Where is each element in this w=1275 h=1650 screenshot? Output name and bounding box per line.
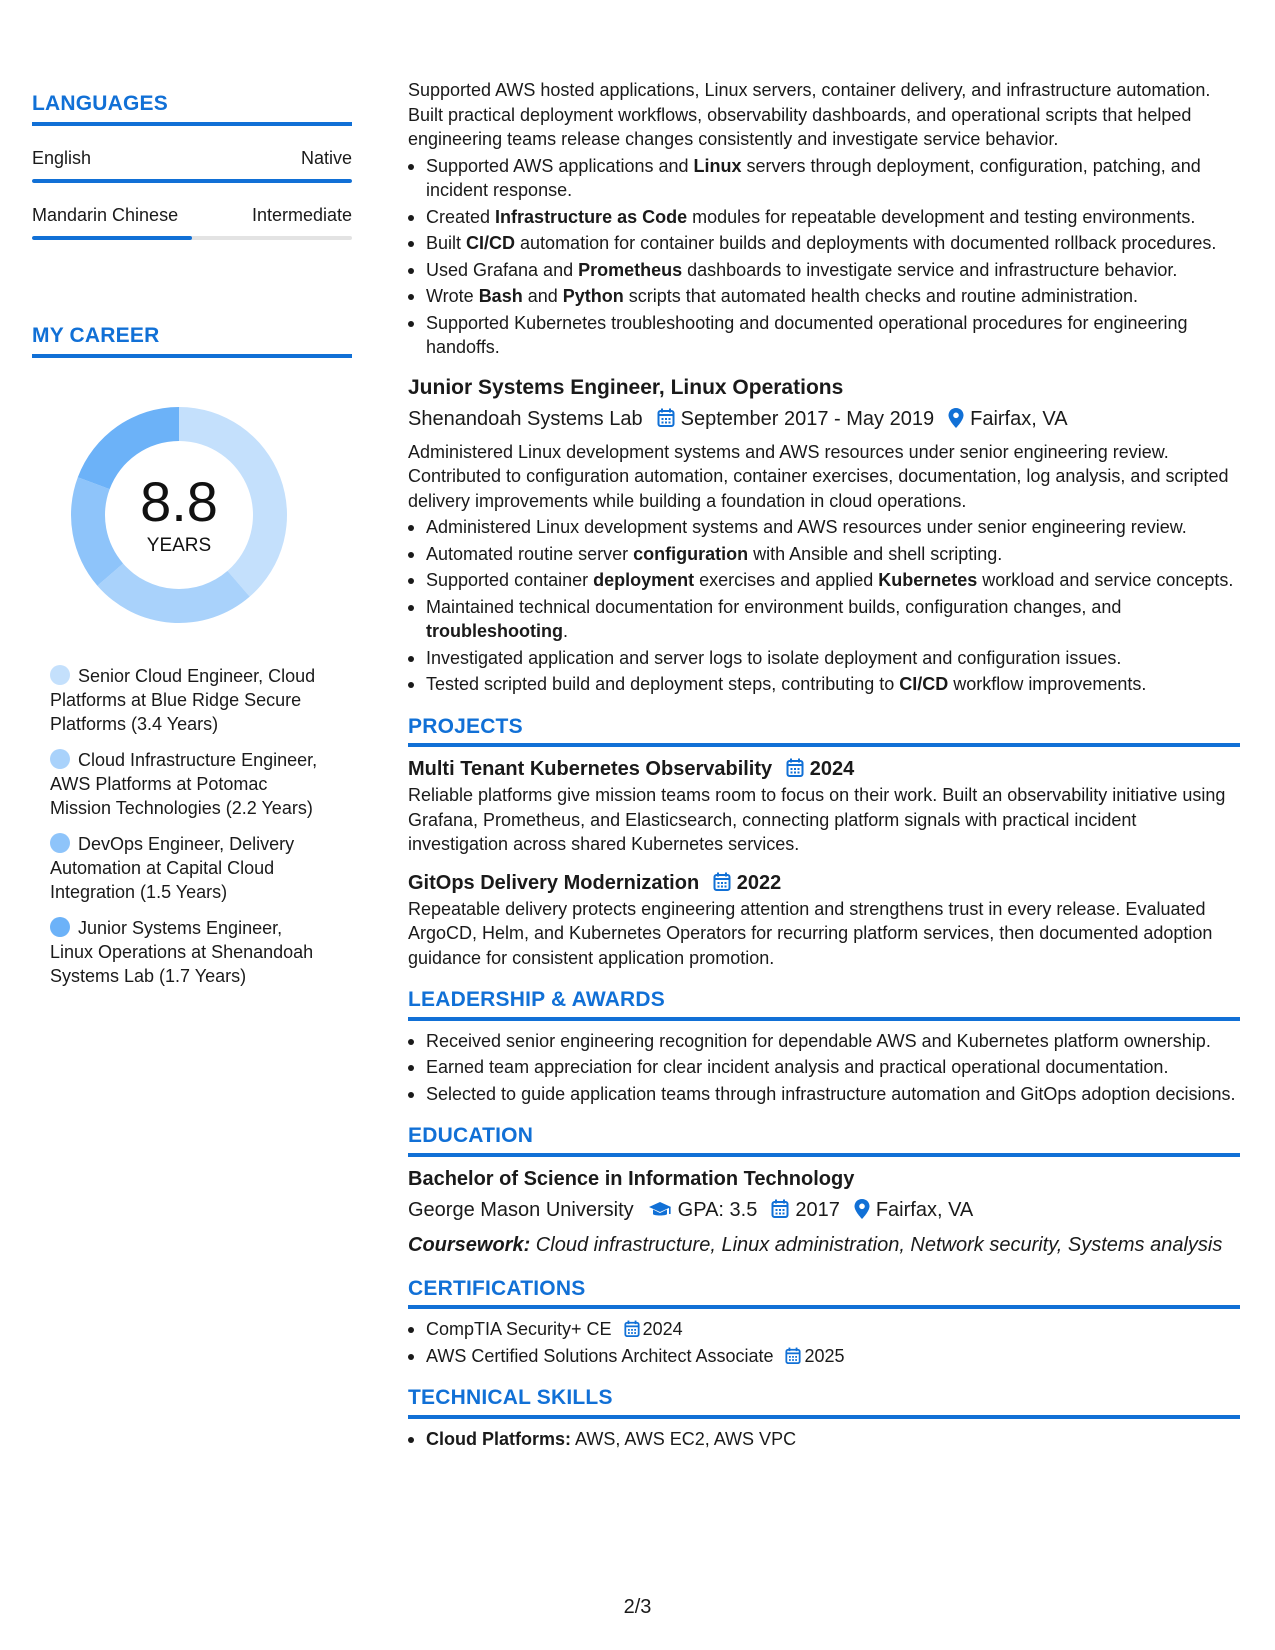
bullet-text: servers through deployment, configuration, patching, and incident response. <box>426 155 1201 200</box>
job1-bullets <box>408 154 1240 360</box>
calendar-icon <box>771 1199 789 1219</box>
legend-label: Cloud Infrastructure Engineer, AWS Platforms at Potomac Mission Technologies (2.2 Years) <box>50 750 318 818</box>
calendar-icon <box>657 408 675 428</box>
location-pin-icon <box>854 1199 870 1219</box>
certification-year: 2025 <box>804 1345 845 1366</box>
leadership-item: Selected to guide application teams through infrastructure automation and GitOps adoption decisions. <box>408 1082 1240 1107</box>
bullet-text: Supported container <box>426 570 594 590</box>
skills-list <box>408 1427 1240 1452</box>
page-number: 2/3 <box>623 1596 652 1618</box>
project-item <box>408 755 1240 857</box>
career-legend <box>32 664 352 988</box>
bullet-text: workload and service concepts. <box>977 570 1234 590</box>
right-column <box>408 78 1240 1453</box>
bullet-text: Supported Kubernetes troubleshooting and documented operational procedures for engineering handoffs. <box>426 312 1188 357</box>
bullet-keyword: troubleshooting <box>426 621 563 641</box>
project-2-title <box>408 869 1240 897</box>
job2-dates: September 2017 - May 2019 <box>680 407 935 430</box>
bullet-text: modules for repeatable development and testing environments. <box>687 206 1196 227</box>
project-1-desc: Reliable platforms give mission teams room to focus on their work. Built an observability initiative using Grafana, Prometheus, and Elasticsearch, connecting platform signals with practical incident investigation across shared Kubernetes services. <box>408 785 1226 854</box>
languages-list <box>32 148 352 240</box>
bullet-item <box>408 595 1240 644</box>
calendar-icon <box>713 872 731 892</box>
legend-label: DevOps Engineer, Delivery Automation at Capital Cloud Integration (1.5 Years) <box>50 834 295 902</box>
bullet-keyword: CI/CD <box>466 233 516 253</box>
calendar-icon <box>785 1347 801 1365</box>
bullet-text: Created <box>426 206 496 227</box>
bullet-keyword: Bash <box>478 286 523 306</box>
certification-item <box>408 1344 1240 1369</box>
leadership-item: Received senior engineering recognition for dependable AWS and Kubernetes platform ownership. <box>408 1029 1240 1054</box>
bullet-item <box>408 515 1240 540</box>
coursework-text: Cloud infrastructure, Linux administration, Network security, Systems analysis <box>530 1233 1223 1256</box>
education-gpa: GPA: 3.5 <box>677 1198 758 1221</box>
bullet-keyword: Kubernetes <box>878 570 978 590</box>
job2-title: Junior Systems Engineer, Linux Operations <box>408 375 844 399</box>
bullet-item <box>408 284 1240 309</box>
legend-label: Senior Cloud Engineer, Cloud Platforms at Blue Ridge Secure Platforms (3.4 Years) <box>50 666 316 734</box>
bullet-item <box>408 231 1240 256</box>
legend-label: Junior Systems Engineer, Linux Operations at Shenandoah Systems Lab (1.7 Years) <box>50 918 314 986</box>
bullet-text: with Ansible and shell scripting. <box>748 543 1003 564</box>
job2-location: Fairfax, VA <box>970 407 1068 430</box>
bullet-item <box>408 154 1240 203</box>
bullet-keyword: CI/CD <box>899 674 949 694</box>
certification-year: 2024 <box>642 1319 683 1339</box>
bullet-text: dashboards to investigate service and infrastructure behavior. <box>682 259 1178 280</box>
job2-meta <box>408 404 1240 434</box>
bullet-text: Investigated application and server logs to isolate deployment and configuration issues. <box>426 647 1122 668</box>
bullet-keyword: Infrastructure as Code <box>495 206 688 227</box>
education-location: Fairfax, VA <box>875 1198 974 1221</box>
certifications-list <box>408 1317 1240 1368</box>
job1-summary: Supported AWS hosted applications, Linux servers, container delivery, and infrastructure automation. Built practical deployment workflows, observability dashboards, and operational scripts that helped engineering teams release changes consistently and investigate service behavior. <box>408 80 1211 149</box>
project-item <box>408 869 1240 971</box>
skills-title: TECHNICAL SKILLS <box>408 1386 1240 1419</box>
education-meta <box>408 1195 1240 1225</box>
left-column <box>32 92 352 1000</box>
bullet-text: Supported AWS applications and <box>426 155 694 176</box>
bullet-text: and <box>522 286 563 306</box>
career-legend-item <box>50 748 330 820</box>
project-1-title <box>408 755 1240 783</box>
graduation-cap-icon <box>648 1201 672 1219</box>
language-name: English <box>32 148 92 168</box>
bullet-text: scripts that automated health checks and routine administration. <box>623 286 1139 306</box>
language-level-bar <box>32 179 352 183</box>
leadership-item: Earned team appreciation for clear incident analysis and practical operational documentation. <box>408 1055 1240 1080</box>
bullet-keyword: Python <box>562 286 624 306</box>
project-2-desc: Repeatable delivery protects engineering attention and strengthens trust in every release. Evaluated ArgoCD, Helm, and Kubernetes Operators for recurring platform services, then documented adoption guidance for consistent application promotion. <box>408 898 1213 968</box>
language-name: Mandarin Chinese <box>32 205 179 225</box>
career-years-unit: YEARS <box>146 535 212 556</box>
bullet-keyword: deployment <box>593 570 695 590</box>
language-row <box>32 205 352 226</box>
bullet-text: . <box>562 621 568 641</box>
job2-summary: Administered Linux development systems and AWS resources under senior engineering review. Contributed to configuration automation, container exercises, documentation, log analysis, and scripted delivery improvements while building a foundation in cloud operations. <box>408 441 1229 511</box>
leadership-list <box>408 1029 1240 1107</box>
career-legend-item <box>50 916 330 988</box>
education-year: 2017 <box>795 1198 840 1221</box>
education-title: EDUCATION <box>408 1124 1240 1157</box>
legend-dot <box>50 749 70 769</box>
career-total-years: 8.8 <box>140 470 218 533</box>
bullet-item <box>408 672 1240 697</box>
bullet-text: Wrote <box>426 286 479 306</box>
career-legend-item <box>50 832 330 904</box>
career-donut-chart <box>64 400 294 630</box>
language-level-bar <box>32 236 352 240</box>
bullet-text: Automated routine server <box>426 543 634 564</box>
language-row <box>32 148 352 169</box>
bullet-text: exercises and applied <box>694 570 879 590</box>
legend-dot <box>50 917 70 937</box>
bullet-keyword: Prometheus <box>578 259 683 280</box>
project-2-year: 2022 <box>736 871 782 894</box>
project-1-year: 2024 <box>809 758 855 780</box>
career-legend-item <box>50 664 330 736</box>
languages-title: LANGUAGES <box>32 92 352 126</box>
language-level: Native <box>300 148 352 168</box>
location-pin-icon <box>948 408 964 428</box>
certification-name: CompTIA Security+ CE <box>426 1319 612 1339</box>
bullet-text: Built <box>426 233 467 253</box>
bullet-text: Tested scripted build and deployment steps, contributing to <box>426 674 900 694</box>
skill-label: Cloud Platforms: <box>426 1428 572 1449</box>
job2-bullets <box>408 515 1240 697</box>
project-2-name: GitOps Delivery Modernization <box>408 871 700 894</box>
calendar-icon <box>786 758 804 778</box>
bullet-text: automation for container builds and deployments with documented rollback procedures. <box>515 233 1217 253</box>
bullet-item <box>408 258 1240 283</box>
skill-item <box>408 1427 1240 1452</box>
certification-name: AWS Certified Solutions Architect Associate <box>426 1345 774 1366</box>
coursework-label: Coursework: <box>408 1233 531 1256</box>
bullet-item <box>408 311 1240 360</box>
donut-center <box>64 400 294 630</box>
legend-dot <box>50 833 70 853</box>
language-level-fill <box>32 179 352 183</box>
bullet-keyword: configuration <box>633 543 749 564</box>
calendar-icon <box>624 1320 640 1338</box>
bullet-item <box>408 568 1240 593</box>
projects-title: PROJECTS <box>408 715 1240 748</box>
education-school: George Mason University <box>408 1198 634 1221</box>
bullet-text: Used Grafana and <box>426 259 579 280</box>
project-1-name: Multi Tenant Kubernetes Observability <box>408 758 773 780</box>
education-degree: Bachelor of Science in Information Technology <box>408 1167 855 1190</box>
bullet-item <box>408 205 1240 230</box>
career-title: MY CAREER <box>32 324 352 358</box>
bullet-text: Maintained technical documentation for environment builds, configuration changes, and <box>426 596 1122 617</box>
leadership-title: LEADERSHIP & AWARDS <box>408 988 1240 1021</box>
legend-dot <box>50 665 70 685</box>
certifications-title: CERTIFICATIONS <box>408 1277 1240 1310</box>
skill-value: AWS, AWS EC2, AWS VPC <box>571 1428 797 1449</box>
language-level: Intermediate <box>251 205 352 225</box>
bullet-item <box>408 646 1240 671</box>
bullet-text: Administered Linux development systems and AWS resources under senior engineering review. <box>426 517 1187 537</box>
job2-company: Shenandoah Systems Lab <box>408 407 643 430</box>
bullet-text: workflow improvements. <box>948 674 1147 694</box>
bullet-item <box>408 542 1240 567</box>
education-coursework <box>408 1231 1240 1259</box>
language-level-fill <box>32 236 192 240</box>
certification-item <box>408 1317 1240 1342</box>
bullet-keyword: Linux <box>693 155 742 176</box>
